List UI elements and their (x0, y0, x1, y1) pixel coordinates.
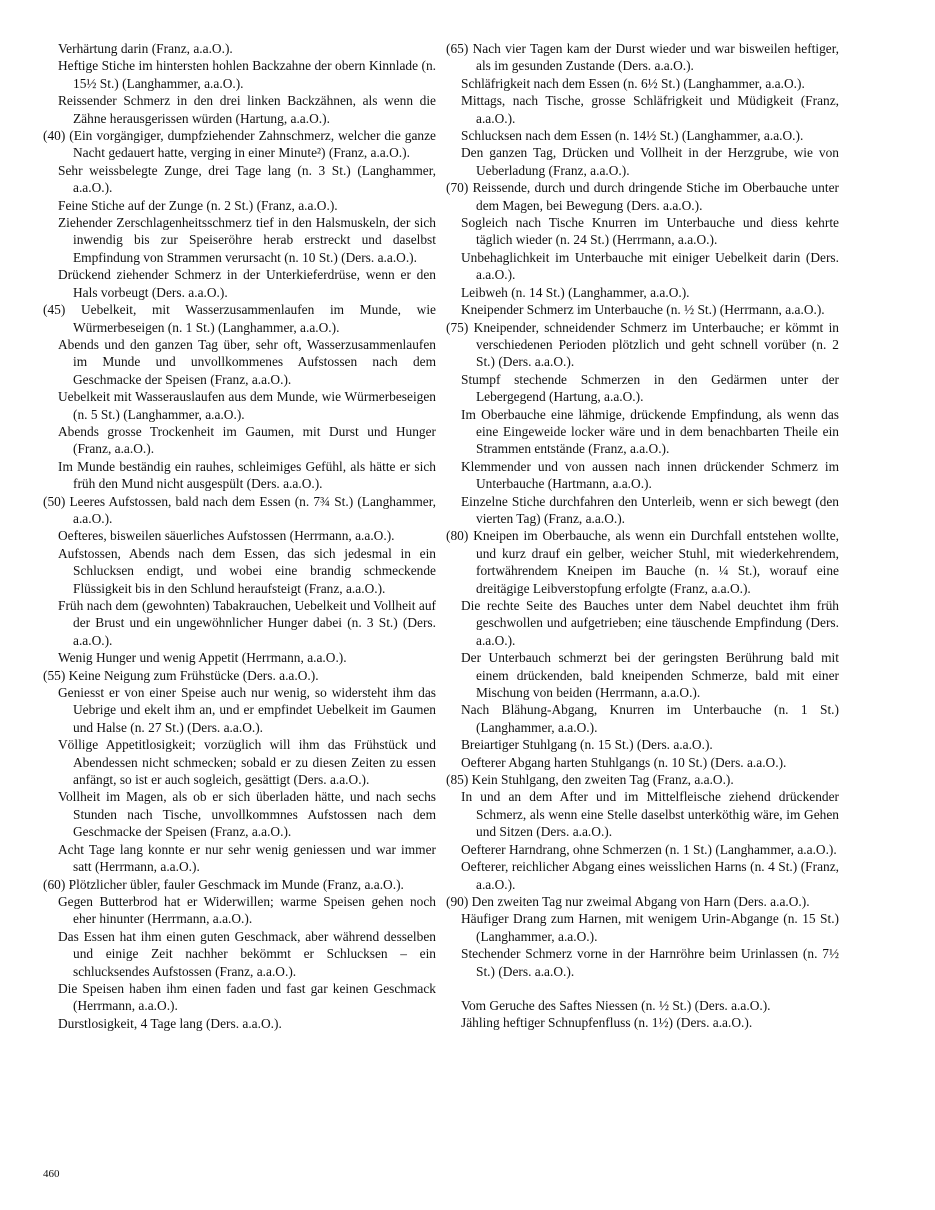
left-column-entry: Im Munde beständig ein rauhes, schleimiges Gefühl, als hätte er sich früh den Mund nicht ausgespült (Ders. a.a.O.). (58, 458, 436, 492)
right-column-entry: Häufiger Drang zum Harnen, mit wenigem Urin-Abgange (n. 15 St.) (Langhammer, a.a.O.). (461, 911, 839, 944)
left-column-entry: Völlige Appetitlosigkeit; vorzüglich will ihm das Frühstück und Abendessen nicht schmecken; sobald er zu diesen Zeiten zu essen anfängt, so ist er auch sogleich, gesättigt (Ders. a.a.O.). (58, 737, 436, 788)
left-column-entry: Vollheit im Magen, als ob er sich überladen hätte, und nach sechs Stunden nach Tische, unvollkommnes Aufstossen nach dem Geschmacke der Speisen (Franz, a.a.O.). (58, 789, 436, 840)
right-column-entry: Oefterer Abgang harten Stuhlgangs (n. 10 St.) (Ders. a.a.O.). (461, 754, 787, 770)
right-column-entry: Breiartiger Stuhlgang (n. 15 St.) (Ders. a.a.O.). (461, 737, 713, 753)
right-column-entry: Den ganzen Tag, Drücken und Vollheit in der Herzgrube, wie von Ueberladung (Franz, a.a.O.). (461, 145, 839, 178)
left-column-entry: Verhärtung darin (Franz, a.a.O.). (58, 41, 233, 56)
right-column-entry: Mittags, nach Tische, grosse Schläfrigkeit und Müdigkeit (Franz, a.a.O.). (461, 93, 839, 126)
page-number: 460 (43, 1168, 60, 1180)
right-column-entry: Schlucksen nach dem Essen (n. 14½ St.) (Langhammer, a.a.O.). (461, 128, 804, 144)
right-column (446, 40, 839, 1032)
right-column-entry: Stumpf stechende Schmerzen in den Gedärmen unter der Lebergegend (Hartung, a.a.O.). (461, 371, 839, 405)
left-column-entry: Aufstossen, Abends nach dem Essen, das sich jedesmal in ein Schlucksen endigt, und wobei eine brandig schmeckende Flüssigkeit bis in den Schlund heraufsteigt (Franz, a.a.O.). (58, 545, 436, 596)
left-column (43, 40, 436, 1032)
left-column-entry: (60) Plötzlicher übler, fauler Geschmack im Munde (Franz, a.a.O.). (43, 876, 404, 892)
left-column-entry: Feine Stiche auf der Zunge (n. 2 St.) (Franz, a.a.O.). (58, 197, 338, 213)
left-column-entry: Reissender Schmerz in den drei linken Backzähnen, als wenn die Zähne herausgerissen würden (Hartung, a.a.O.). (58, 93, 436, 126)
right-column-entry: (70) Reissende, durch und durch dringende Stiche im Oberbauche unter dem Magen, bei Bewegung (Ders. a.a.O.). (446, 180, 839, 213)
right-column-entry: Der Unterbauch schmerzt bei der geringsten Berührung bald mit einem drückenden, bald kneipenden Schmerze, bald mit einer Mischung von beiden (Herrmann, a.a.O.). (461, 650, 839, 701)
left-column-entry: Heftige Stiche im hintersten hohlen Backzahne der obern Kinnlade (n. 15½ St.) (Langhammer, a.a.O.). (58, 58, 436, 91)
right-column-entry: Jähling heftiger Schnupfenfluss (n. 1½) (Ders. a.a.O.). (461, 1015, 753, 1031)
right-column-entry: Oefterer, reichlicher Abgang eines weisslichen Harns (n. 4 St.) (Franz, a.a.O.). (461, 859, 839, 892)
right-column-entry: Oefterer Harndrang, ohne Schmerzen (n. 1 St.) (Langhammer, a.a.O.). (461, 841, 837, 857)
right-column-entry: Klemmender und von aussen nach innen drückender Schmerz im Unterbauche (Hartmann, a.a.O.). (461, 458, 839, 492)
left-column-entry: Gegen Butterbrod hat er Widerwillen; warme Speisen gehen noch eher hinunter (Herrmann, a.a.O.). (58, 893, 436, 927)
right-column-entry: (65) Nach vier Tagen kam der Durst wieder und war bisweilen heftiger, als im gesunden Zustande (Ders. a.a.O.). (446, 41, 839, 74)
left-column-entry: (40) (Ein vorgängiger, dumpfziehender Zahnschmerz, welcher die ganze Nacht gedauert hatte, verging in einer Minute²) (Franz, a.a.O.). (43, 128, 436, 161)
left-column-entry: (55) Keine Neigung zum Frühstücke (Ders. a.a.O.). (43, 667, 319, 683)
right-column-entry: Nach Blähung-Abgang, Knurren im Unterbauche (n. 1 St.) (Langhammer, a.a.O.). (461, 702, 839, 735)
right-column-entry: In und an dem After und im Mittelfleische ziehend drückender Schmerz, als wenn eine Stelle daselbst unterköthig wäre, im Gehen und Sitzen (Ders. a.a.O.). (461, 789, 839, 840)
left-column-entry: Acht Tage lang konnte er nur sehr wenig geniessen und war immer satt (Herrmann, a.a.O.). (58, 841, 436, 875)
section-gap (446, 980, 839, 997)
left-column-entry: Geniesst er von einer Speise auch nur wenig, so widersteht ihm das Uebrige und ekelt ihm an, und er empfindet Uebelkeit im Gaumen und Halse (n. 27 St.) (Ders. a.a.O.). (58, 685, 436, 735)
right-column-entry: (90) Den zweiten Tag nur zweimal Abgang von Harn (Ders. a.a.O.). (446, 893, 810, 909)
right-column-entry: Stechender Schmerz vorne in der Harnröhre beim Urinlassen (n. 7½ St.) (Ders. a.a.O.). (461, 946, 839, 979)
right-column-entry: Kneipender Schmerz im Unterbauche (n. ½ St.) (Herrmann, a.a.O.). (461, 302, 825, 318)
right-column-entry: Schläfrigkeit nach dem Essen (n. 6½ St.) (Langhammer, a.a.O.). (461, 75, 805, 91)
right-column-entry: (75) Kneipender, schneidender Schmerz im Unterbauche; er kömmt in verschiedenen Perioden plötzlich und geht schnell vorüber (n. 2 St.) (Ders. a.a.O.). (446, 319, 839, 370)
left-column-entry: Drückend ziehender Schmerz in der Unterkieferdrüse, wenn er den Hals vorbeugt (Ders. a.a.O.). (58, 267, 436, 300)
left-column-entry: Abends grosse Trockenheit im Gaumen, mit Durst und Hunger (Franz, a.a.O.). (58, 423, 436, 457)
right-column-entry: Die rechte Seite des Bauches unter dem Nabel deuchtet ihm früh geschwollen und aufgetrieben; eine täuschende Empfindung (Ders. a.a.O.). (461, 598, 839, 648)
right-column-entry: Im Oberbauche eine lähmige, drückende Empfindung, als wenn das eine Eingeweide locker wäre und in dem benachbarten Theile ein Strammen entstände (Franz, a.a.O.). (461, 406, 839, 457)
left-column-entry: Sehr weissbelegte Zunge, drei Tage lang (n. 3 St.) (Langhammer, a.a.O.). (58, 162, 436, 196)
right-column-entry: Vom Geruche des Saftes Niessen (n. ½ St.) (Ders. a.a.O.). (461, 997, 771, 1013)
left-column-entry: Die Speisen haben ihm einen faden und fast gar keinen Geschmack (Herrmann, a.a.O.). (58, 980, 436, 1014)
right-column-entry: Sogleich nach Tische Knurren im Unterbauche und diess kehrte täglich wieder (n. 24 St.) (Herrmann, a.a.O.). (461, 215, 839, 248)
left-column-entry: Ziehender Zerschlagenheitsschmerz tief in den Halsmuskeln, der sich inwendig bis zur Speiseröhre herab erstreckt und daselbst Empfindung von Strammen verursacht (n. 10 St.) (Ders. a.a.O.). (58, 215, 436, 265)
right-column-entry: Einzelne Stiche durchfahren den Unterleib, wenn er sich bewegt (den vierten Tag) (Franz, a.a.O.). (461, 493, 839, 526)
left-column-entry: Uebelkeit mit Wasserauslaufen aus dem Munde, wie Würmerbeseigen (n. 5 St.) (Langhammer, a.a.O.). (58, 389, 436, 422)
right-column-entry: Leibweh (n. 14 St.) (Langhammer, a.a.O.). (461, 284, 690, 300)
right-column-entry: (85) Kein Stuhlgang, den zweiten Tag (Franz, a.a.O.). (446, 772, 734, 788)
left-column-entry: Wenig Hunger und wenig Appetit (Herrmann, a.a.O.). (58, 650, 347, 666)
left-column-entry: Durstlosigkeit, 4 Tage lang (Ders. a.a.O.). (58, 1015, 282, 1031)
left-column-entry: Abends und den ganzen Tag über, sehr oft, Wasserzusammenlaufen im Munde und unvollkommenes Aufstossen nach dem Geschmacke der Speisen (Franz, a.a.O.). (58, 336, 436, 387)
right-column-entry: (80) Kneipen im Oberbauche, als wenn ein Durchfall entstehen wollte, und kurz drauf ein gelber, weicher Stuhl, mit wiederkehrendem, fortwährendem Kneipen im Bauche (n. ¼ St.), worauf eine dreitägige Leibverstopfung erfolgte (Franz, a.a.O.). (446, 528, 839, 596)
right-column-entry: Unbehaglichkeit im Unterbauche mit einiger Uebelkeit darin (Ders. a.a.O.). (461, 249, 839, 283)
left-column-entry: Oefteres, bisweilen säuerliches Aufstossen (Herrmann, a.a.O.). (58, 528, 395, 544)
left-column-entry: (45) Uebelkeit, mit Wasserzusammenlaufen im Munde, wie Würmerbeseigen (n. 1 St.) (Langhammer, a.a.O.). (43, 302, 436, 335)
left-column-entry: (50) Leeres Aufstossen, bald nach dem Essen (n. 7¾ St.) (Langhammer, a.a.O.). (43, 493, 436, 526)
left-column-entry: Früh nach dem (gewohnten) Tabakrauchen, Uebelkeit und Vollheit auf der Brust und ein ungewöhnlicher Hunger dabei (n. 3 St.) (Ders. a.a.O.). (58, 598, 436, 648)
left-column-entry: Das Essen hat ihm einen guten Geschmack, aber während desselben und einige Zeit nachher bekömmt er Schlucksen – ein schlucksendes Aufstossen (Franz, a.a.O.). (58, 928, 436, 979)
